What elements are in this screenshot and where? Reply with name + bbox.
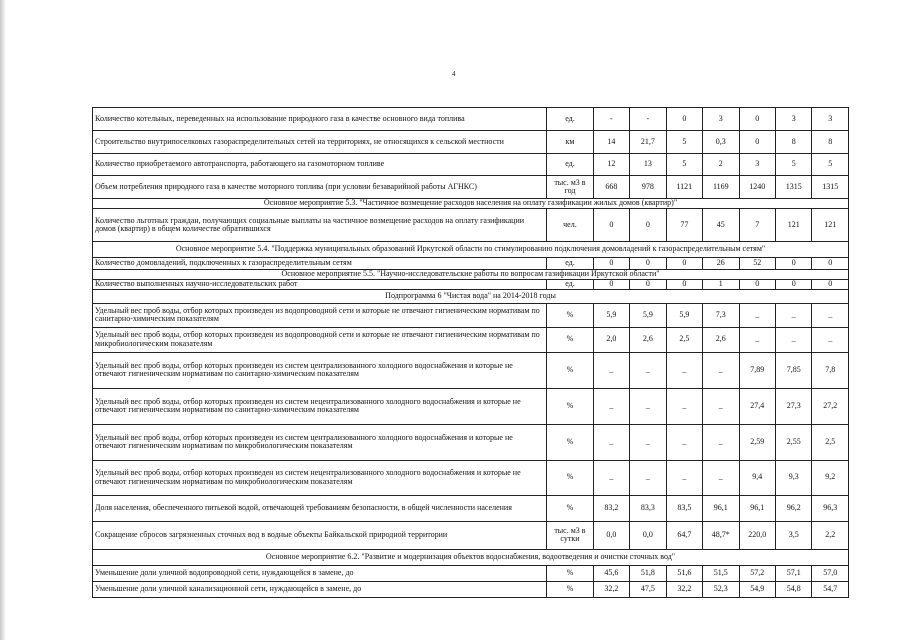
indicator-name: Уменьшение доли уличной водопроводной сети, нуждающейся в замене, до	[93, 565, 547, 581]
indicator-value: 121	[776, 209, 812, 242]
section-header-row	[93, 199, 849, 209]
section-header-text: Подпрограмма 6 "Чистая вода" на 2014-2018 годы	[93, 289, 849, 303]
indicator-value: 0	[666, 280, 702, 290]
indicator-value: 54,9	[739, 581, 775, 597]
indicators-table-body	[93, 108, 849, 598]
indicator-value: _	[630, 460, 666, 495]
indicator-name: Удельный вес проб воды, отбор которых произведен из водопроводной сети и которые не отвечают гигиеническим нормативам по микробиологическим показателям	[93, 327, 547, 352]
indicator-unit: тыс. м3 в сутки	[547, 521, 593, 549]
indicator-unit: ед.	[547, 154, 593, 176]
indicator-value: 14	[593, 131, 629, 154]
indicator-value: 26	[703, 258, 739, 270]
indicator-value: 0,3	[703, 131, 739, 154]
indicator-unit: %	[547, 565, 593, 581]
table-row	[93, 460, 849, 495]
indicator-name: Доля населения, обеспеченного питьевой водой, отвечающей требованиям безопасности, в общей численности населения	[93, 495, 547, 521]
table-row	[93, 209, 849, 242]
indicator-value: _	[812, 327, 849, 352]
indicator-value: 668	[593, 176, 629, 199]
indicator-value: 0	[776, 258, 812, 270]
indicator-value: 7,85	[776, 352, 812, 388]
indicator-name: Удельный вес проб воды, отбор которых произведен из водопроводной сети и которые не отвечают гигиеническим нормативам по санитарно-химическим показателям	[93, 303, 547, 327]
table-row	[93, 424, 849, 460]
section-header-text: Основное мероприятие 5.3. "Частичное возмещение расходов населения на оплату газификации жилых домов (квартир)"	[93, 199, 849, 209]
indicator-value: 77	[666, 209, 702, 242]
table-row	[93, 258, 849, 270]
indicator-name: Удельный вес проб воды, отбор которых произведен из систем централизованного холодного водоснабжения и которые не отвечают гигиеническим нормативам по микробиологическим показателям	[93, 424, 547, 460]
indicator-value: _	[593, 424, 629, 460]
indicator-value: 7,8	[812, 352, 849, 388]
indicator-value: _	[703, 352, 739, 388]
indicator-value: 121	[812, 209, 849, 242]
indicator-value: 0	[739, 280, 775, 290]
indicator-value: 0	[593, 280, 629, 290]
indicator-value: 2	[703, 154, 739, 176]
indicator-value: 96,2	[776, 495, 812, 521]
indicator-value: 52,3	[703, 581, 739, 597]
indicator-name: Количество льготных граждан, получающих социальные выплаты на частичное возмещение расходов на оплату газификации домов (квартир) в общем количестве обратившихся	[93, 209, 547, 242]
indicator-value: 57,0	[812, 565, 849, 581]
table-row	[93, 108, 849, 131]
indicator-value: 1169	[703, 176, 739, 199]
indicator-value: 32,2	[593, 581, 629, 597]
indicator-value: _	[703, 460, 739, 495]
indicator-value: 21,7	[630, 131, 666, 154]
indicator-unit: ед.	[547, 108, 593, 131]
indicator-value: _	[703, 424, 739, 460]
indicator-value: 57,1	[776, 565, 812, 581]
indicator-value: 0	[666, 108, 702, 131]
indicator-value: 5	[666, 131, 702, 154]
indicator-value: 0	[593, 258, 629, 270]
indicator-value: 1240	[739, 176, 775, 199]
table-row	[93, 176, 849, 199]
indicator-value: 1315	[776, 176, 812, 199]
table-row	[93, 581, 849, 597]
indicator-value: 51,8	[630, 565, 666, 581]
indicator-value: 7,3	[703, 303, 739, 327]
section-header-row	[93, 289, 849, 303]
indicator-unit: ед.	[547, 280, 593, 290]
indicator-value: _	[666, 388, 702, 424]
indicator-value: _	[666, 424, 702, 460]
indicator-name: Количество котельных, переведенных на использование природного газа в качестве основного вида топлива	[93, 108, 547, 131]
indicator-value: 54,8	[776, 581, 812, 597]
indicator-value: _	[776, 327, 812, 352]
section-header-row	[93, 549, 849, 565]
indicator-value: 27,3	[776, 388, 812, 424]
table-row	[93, 565, 849, 581]
indicator-value: 83,2	[593, 495, 629, 521]
indicator-value: 2,5	[666, 327, 702, 352]
section-header-row	[93, 242, 849, 258]
indicator-value: 0	[812, 280, 849, 290]
indicator-value: 12	[593, 154, 629, 176]
indicator-unit: %	[547, 388, 593, 424]
indicator-value: 32,2	[666, 581, 702, 597]
table-row	[93, 131, 849, 154]
indicator-value: 3	[812, 108, 849, 131]
indicator-value: 9,4	[739, 460, 775, 495]
indicator-value: 51,6	[666, 565, 702, 581]
indicator-value: 27,2	[812, 388, 849, 424]
indicator-unit: %	[547, 303, 593, 327]
section-header-text: Основное мероприятие 5.4. "Поддержка муниципальных образований Иркутской области по стимулированию подключения домовладений к газораспределительным сетям"	[93, 242, 849, 258]
indicator-value: 13	[630, 154, 666, 176]
indicator-value: _	[630, 424, 666, 460]
table-row	[93, 154, 849, 176]
indicator-unit: тыс. м3 в год	[547, 176, 593, 199]
indicator-value: 5	[812, 154, 849, 176]
indicator-name: Количество домовладений, подключенных к газораспределительным сетям	[93, 258, 547, 270]
indicator-name: Удельный вес проб воды, отбор которых произведен из систем централизованного холодного водоснабжения и которые не отвечают гигиеническим нормативам по санитарно-химическим показателям	[93, 352, 547, 388]
indicator-value: 9,3	[776, 460, 812, 495]
indicator-value: 3	[703, 108, 739, 131]
indicator-value: 2,2	[812, 521, 849, 549]
indicator-unit: %	[547, 327, 593, 352]
indicator-value: 96,1	[703, 495, 739, 521]
indicator-unit: %	[547, 581, 593, 597]
indicator-value: 27,4	[739, 388, 775, 424]
indicator-value: _	[739, 327, 775, 352]
indicator-value: 0	[776, 280, 812, 290]
indicator-value: 5,9	[666, 303, 702, 327]
indicator-name: Удельный вес проб воды, отбор которых произведен из систем нецентрализованного холодного водоснабжения и которые не отвечают гигиеническим нормативам по санитарно-химическим показателям	[93, 388, 547, 424]
indicator-value: 48,7*	[703, 521, 739, 549]
indicator-name: Количество приобретаемого автотранспорта, работающего на газомоторном топливе	[93, 154, 547, 176]
indicator-unit: %	[547, 495, 593, 521]
indicator-unit: %	[547, 352, 593, 388]
indicator-value: 9,2	[812, 460, 849, 495]
section-header-text: Основное мероприятие 6.2. "Развитие и модернизация объектов водоснабжения, водоотведения и очистки сточных вод"	[93, 549, 849, 565]
indicator-value: _	[776, 303, 812, 327]
indicator-value: 3	[739, 154, 775, 176]
indicator-value: _	[630, 352, 666, 388]
indicator-value: 7	[739, 209, 775, 242]
indicator-value: 2,59	[739, 424, 775, 460]
indicator-value: _	[666, 352, 702, 388]
table-row	[93, 303, 849, 327]
indicator-value: 5,9	[593, 303, 629, 327]
indicator-value: 96,1	[739, 495, 775, 521]
indicator-value: _	[739, 303, 775, 327]
indicator-value: 978	[630, 176, 666, 199]
table-row	[93, 352, 849, 388]
indicator-value: _	[812, 303, 849, 327]
indicator-value: 57,2	[739, 565, 775, 581]
indicator-value: 1	[703, 280, 739, 290]
indicator-value: 0	[630, 258, 666, 270]
indicator-value: 3	[776, 108, 812, 131]
indicator-unit: %	[547, 460, 593, 495]
indicator-value: 8	[812, 131, 849, 154]
indicator-value: -	[593, 108, 629, 131]
indicator-value: 3,5	[776, 521, 812, 549]
indicator-name: Количество выполненных научно-исследовательских работ	[93, 280, 547, 290]
indicator-value: 52	[739, 258, 775, 270]
indicator-name: Сокращение сбросов загрязненных сточных вод в водные объекты Байкальской природной территории	[93, 521, 547, 549]
indicator-value: 51,5	[703, 565, 739, 581]
indicator-value: 2,6	[630, 327, 666, 352]
indicator-value: _	[703, 388, 739, 424]
indicator-value: _	[593, 460, 629, 495]
indicator-value: 2,0	[593, 327, 629, 352]
indicator-value: 5	[776, 154, 812, 176]
indicator-value: 45,6	[593, 565, 629, 581]
indicator-value: -	[630, 108, 666, 131]
indicator-value: 0	[593, 209, 629, 242]
indicator-value: 0	[739, 131, 775, 154]
indicator-value: 45	[703, 209, 739, 242]
indicator-unit: ед.	[547, 258, 593, 270]
indicator-name: Объем потребления природного газа в качестве моторного топлива (при условии безаварийной работы АГНКС)	[93, 176, 547, 199]
scan-edge-shadow	[0, 0, 6, 640]
indicator-unit: км	[547, 131, 593, 154]
indicator-name: Удельный вес проб воды, отбор которых произведен из систем нецентрализованного холодного водоснабжения и которые не отвечают гигиеническим нормативам по микробиологическим показателям	[93, 460, 547, 495]
section-header-row	[93, 270, 849, 280]
indicator-value: 5	[666, 154, 702, 176]
indicator-value: 2,6	[703, 327, 739, 352]
table-row	[93, 388, 849, 424]
indicator-value: 7,89	[739, 352, 775, 388]
indicator-name: Строительство внутрипоселковых газораспределительных сетей на территориях, не относящихся к сельской местности	[93, 131, 547, 154]
indicator-value: 0	[630, 280, 666, 290]
indicator-value: 0,0	[630, 521, 666, 549]
indicator-value: 47,5	[630, 581, 666, 597]
table-row	[93, 280, 849, 290]
indicator-value: 54,7	[812, 581, 849, 597]
indicator-value: 0	[630, 209, 666, 242]
indicator-value: 0	[666, 258, 702, 270]
indicator-value: 2,5	[812, 424, 849, 460]
indicator-value: 220,0	[739, 521, 775, 549]
indicator-value: _	[593, 388, 629, 424]
indicator-value: 83,3	[630, 495, 666, 521]
indicator-value: _	[630, 388, 666, 424]
indicator-value: 0,0	[593, 521, 629, 549]
indicator-value: 96,3	[812, 495, 849, 521]
indicator-value: 8	[776, 131, 812, 154]
indicator-value: _	[593, 352, 629, 388]
section-header-text: Основное мероприятие 5.5. "Научно-исследовательские работы по вопросам газификации Иркутской области"	[93, 270, 849, 280]
indicator-value: _	[666, 460, 702, 495]
indicator-value: 0	[812, 258, 849, 270]
indicator-value: 2,55	[776, 424, 812, 460]
indicator-value: 0	[739, 108, 775, 131]
indicator-name: Уменьшение доли уличной канализационной сети, нуждающейся в замене, до	[93, 581, 547, 597]
page-number: 4	[452, 70, 456, 78]
indicators-table	[92, 107, 849, 598]
indicator-value: 1121	[666, 176, 702, 199]
indicator-value: 5,9	[630, 303, 666, 327]
indicator-unit: %	[547, 424, 593, 460]
indicator-value: 64,7	[666, 521, 702, 549]
indicator-value: 83,5	[666, 495, 702, 521]
indicator-value: 1315	[812, 176, 849, 199]
table-row	[93, 495, 849, 521]
table-row	[93, 327, 849, 352]
table-row	[93, 521, 849, 549]
indicator-unit: чел.	[547, 209, 593, 242]
